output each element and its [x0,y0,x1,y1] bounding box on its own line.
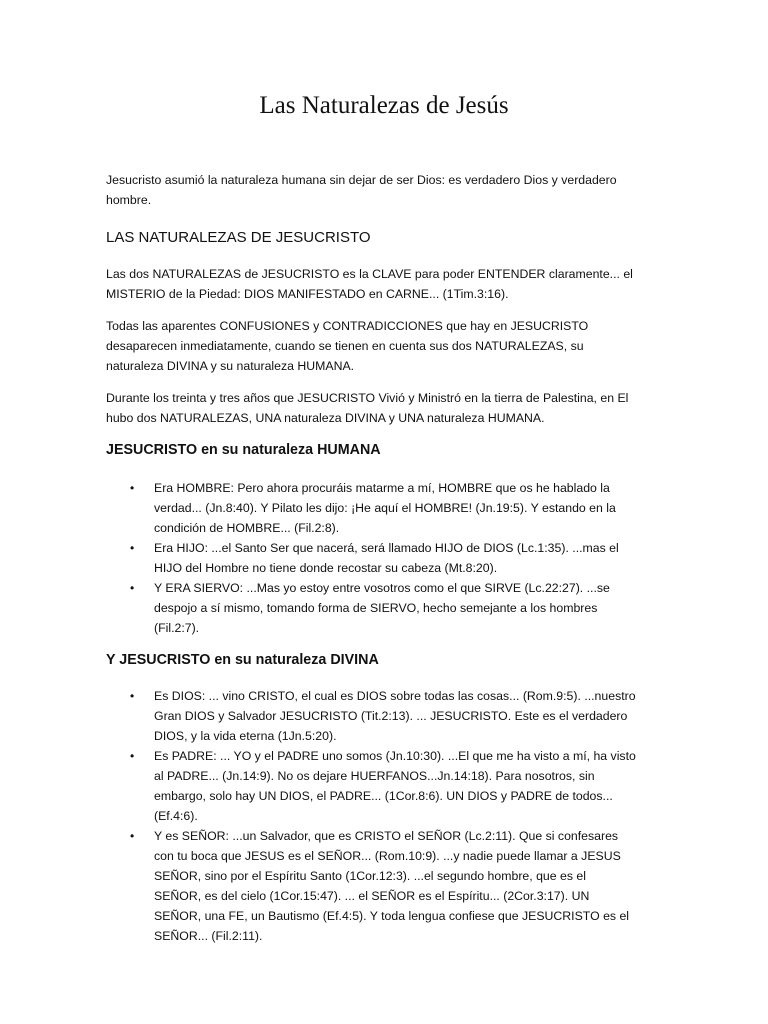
bullet-list-divina [106,686,636,946]
bullet-icon: • [130,829,135,843]
page-title: Las Naturalezas de Jesús [259,92,509,119]
list-item-text: Y es SEÑOR: ...un Salvador, que es CRISTO el SEÑOR (Lc.2:11). Que si confesares con tu boca que JESUS es el SEÑOR... (Rom.10:9). ...y nadie puede llamar a JESUS SEÑOR, sino por el Espíritu Santo (1Cor.12:3). ...el segundo hombre, que es el SEÑOR, es del cielo (1Cor.15:47). ... el SEÑOR es el Espíritu... (2Cor.3:17). UN SEÑOR, una FE, un Bautismo (Ef.4:5). Y toda lengua confiese que JESUCRISTO es el SEÑOR... (Fil.2:11). [154,829,630,943]
bullet-icon: • [130,689,135,703]
paragraph-confusiones: Todas las aparentes CONFUSIONES y CONTRADICCIONES que hay en JESUCRISTO desaparecen inmediatamente, cuando se tienen en cuenta sus dos NATURALEZAS, su naturaleza DIVINA y su naturaleza HUMANA. [106,319,589,373]
list-item-text: Era HOMBRE: Pero ahora procuráis matarme a mí, HOMBRE que os he hablado la verdad... (Jn.8:40). Y Pilato les dijo: ¡He aquí el HOMBRE! (Jn.19:5). Y estando en la condición de HOMBRE... (Fil.2:8). [154,481,616,535]
list-item-text: Es PADRE: ... YO y el PADRE uno somos (Jn.10:30). ...El que me ha visto a mí, ha visto al PADRE... (Jn.14:9). No os dejare HUERFANOS...Jn.14:18). Para nosotros, sin embargo, solo hay UN DIOS, el PADRE... (1Cor.8:6). UN DIOS y PADRE de todos... (Ef.4:6). [154,749,636,823]
bullet-icon: • [130,749,135,763]
list-item [106,478,636,538]
section-heading-humana: JESUCRISTO en su naturaleza HUMANA [106,442,381,458]
list-item [106,746,636,826]
list-item-text: Es DIOS: ... vino CRISTO, el cual es DIOS sobre todas las cosas... (Rom.9:5). ...nuestro Gran DIOS y Salvador JESUCRISTO (Tit.2:13). ... JESUCRISTO. Este es el verdadero DIOS, y la vida eterna (1Jn.5:20). [154,689,636,743]
paragraph-clave: Las dos NATURALEZAS de JESUCRISTO es la CLAVE para poder ENTENDER claramente... el MISTERIO de la Piedad: DIOS MANIFESTADO en CARNE... (1Tim.3:16). [106,267,633,301]
list-item-text: Y ERA SIERVO: ...Mas yo estoy entre vosotros como el que SIRVE (Lc.22:27). ...se despojo a sí mismo, tomando forma de SIERVO, hecho semejante a los hombres (Fil.2:7). [154,581,610,635]
bullet-list-humana [106,478,636,638]
section-heading-divina: Y JESUCRISTO en su naturaleza DIVINA [106,652,379,668]
list-item [106,686,636,746]
bullet-icon: • [130,481,135,495]
bullet-icon: • [130,541,135,555]
list-item [106,826,636,946]
intro-paragraph: Jesucristo asumió la naturaleza humana sin dejar de ser Dios: es verdadero Dios y verdadero hombre. [106,173,617,207]
list-item-text: Era HIJO: ...el Santo Ser que nacerá, será llamado HIJO de DIOS (Lc.1:35). ...mas el HIJO del Hombre no tiene donde recostar su cabeza (Mt.8:20). [154,541,619,575]
list-item [106,578,636,638]
section-heading-naturalezas: LAS NATURALEZAS DE JESUCRISTO [106,229,371,246]
bullet-icon: • [130,581,135,595]
paragraph-treinta-y-tres: Durante los treinta y tres años que JESUCRISTO Vivió y Ministró en la tierra de Palestina, en El hubo dos NATURALEZAS, UNA naturaleza DIVINA y UNA naturaleza HUMANA. [106,391,629,425]
document-body [106,170,636,958]
list-item [106,538,636,578]
